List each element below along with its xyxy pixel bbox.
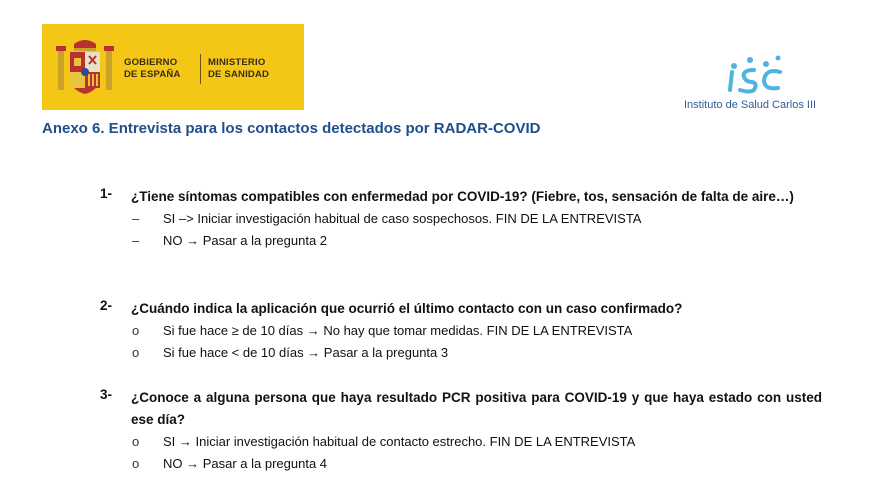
option-text: NO → Pasar a la pregunta 4 bbox=[163, 456, 328, 471]
ministry-line-2: DE SANIDAD bbox=[208, 69, 270, 80]
options-list bbox=[100, 320, 822, 364]
list-item bbox=[100, 320, 822, 342]
option-text: Si fue hace < de 10 días → Pasar a la pregunta 3 bbox=[163, 345, 449, 360]
ministry-label bbox=[208, 57, 269, 81]
list-item bbox=[100, 431, 822, 453]
question-text: ¿Conoce a alguna persona que haya resultado PCR positiva para COVID-19 y que haya estado con usted ese día? bbox=[131, 390, 822, 427]
list-item bbox=[100, 453, 822, 475]
option-text: SI → Iniciar investigación habitual de contacto estrecho. FIN DE LA ENTREVISTA bbox=[163, 434, 636, 449]
question-text: ¿Tiene síntomas compatibles con enfermedad por COVID-19? (Fiebre, tos, sensación de falta de aire…) bbox=[131, 189, 794, 204]
option-text: NO → Pasar a la pregunta 2 bbox=[163, 233, 328, 248]
institute-name: Instituto de Salud Carlos III bbox=[684, 99, 817, 111]
circle-bullet-icon: o bbox=[132, 434, 140, 449]
circle-bullet-icon: o bbox=[132, 345, 140, 360]
list-item bbox=[100, 230, 822, 252]
page-title: Anexo 6. Entrevista para los contactos detectados por RADAR-COVID bbox=[42, 120, 541, 137]
list-item bbox=[100, 208, 822, 230]
dash-bullet-icon: – bbox=[132, 211, 140, 226]
circle-bullet-icon: o bbox=[132, 323, 140, 338]
question-3 bbox=[100, 387, 822, 475]
list-item bbox=[100, 342, 822, 364]
gov-line-2: DE ESPAÑA bbox=[124, 69, 181, 80]
question-1 bbox=[100, 186, 822, 252]
gov-label bbox=[124, 57, 181, 81]
options-list bbox=[100, 208, 822, 252]
question-number: 3- bbox=[100, 387, 113, 402]
question-text: ¿Cuándo indica la aplicación que ocurrió el último contacto con un caso confirmado? bbox=[131, 301, 683, 316]
option-text: Si fue hace ≥ de 10 días → No hay que tomar medidas. FIN DE LA ENTREVISTA bbox=[163, 323, 633, 338]
gov-line-1: GOBIERNO bbox=[124, 57, 178, 68]
option-text: SI –> Iniciar investigación habitual de caso sospechosos. FIN DE LA ENTREVISTA bbox=[163, 211, 642, 226]
ministry-line-1: MINISTERIO bbox=[208, 57, 266, 68]
isciii-logo-icon bbox=[720, 52, 792, 94]
question-number: 1- bbox=[100, 186, 113, 201]
spain-coat-of-arms-icon bbox=[56, 36, 114, 100]
options-list bbox=[100, 431, 822, 475]
question-number: 2- bbox=[100, 298, 113, 313]
banner-divider bbox=[200, 54, 201, 84]
question-2 bbox=[100, 298, 822, 364]
dash-bullet-icon: – bbox=[132, 233, 140, 248]
circle-bullet-icon: o bbox=[132, 456, 140, 471]
government-banner bbox=[42, 24, 304, 110]
